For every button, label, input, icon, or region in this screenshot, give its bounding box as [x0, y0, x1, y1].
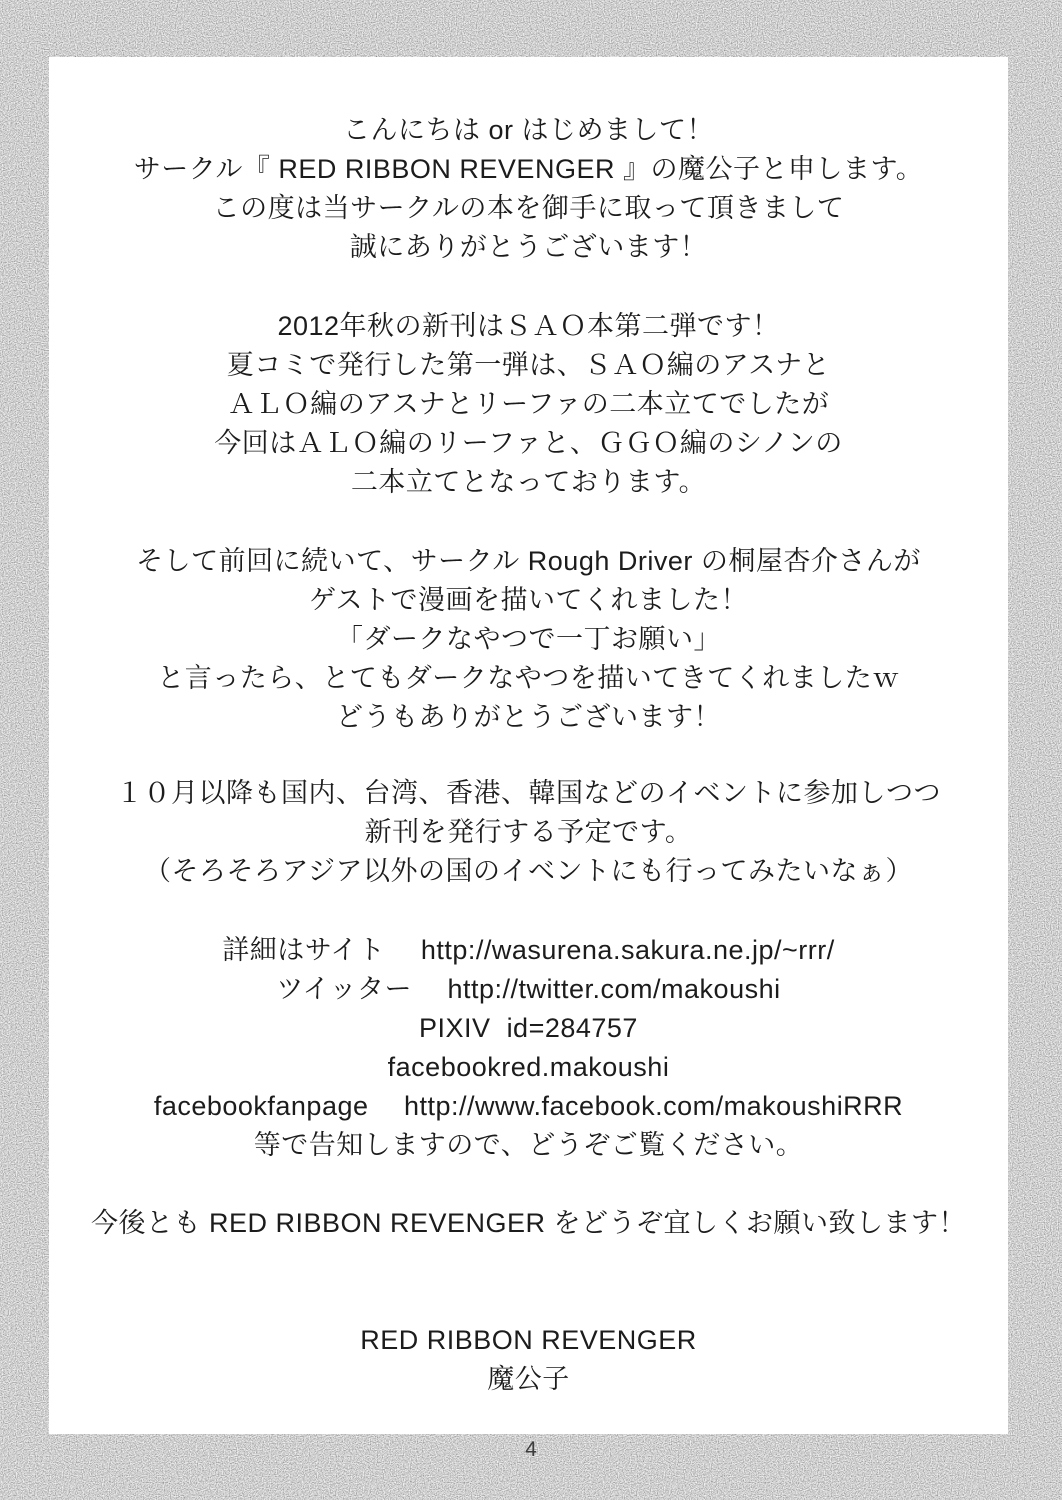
website-url-line: 詳細はサイト http://wasurena.sakura.ne.jp/~rrr/ [222, 935, 835, 965]
pixiv-id-line: PIXIV id=284757 [419, 1013, 638, 1043]
new-release-paragraph [49, 307, 1008, 502]
text-line: 新刊を発行する予定です。 [364, 817, 693, 847]
text-line: ゲストで漫画を描いてくれました！ [309, 585, 748, 615]
author-name: 魔公子 [487, 1364, 570, 1394]
signature [49, 1321, 1008, 1399]
text-line: そして前回に続いて、サークル Rough Driver の桐屋杏介さんが [136, 546, 921, 576]
text-line: と言ったら、とてもダークなやつを描いてきてくれましたｗ [157, 663, 900, 693]
text-line: サークル『 RED RIBBON REVENGER 』の魔公子と申します。 [133, 154, 924, 184]
twitter-url-line: ツイッター http://twitter.com/makoushi [276, 974, 781, 1004]
text-line: この度は当サークルの本を御手に取って頂きまして [212, 193, 845, 223]
greeting-paragraph [49, 111, 1008, 267]
guest-artist-paragraph [49, 542, 1008, 737]
circle-name: RED RIBBON REVENGER [360, 1325, 697, 1355]
text-line: 2012年秋の新刊はＳＡＯ本第二弾です！ [277, 311, 780, 341]
text-line: どうもありがとうございます！ [336, 702, 721, 732]
text-line: こんにちは or はじめまして！ [342, 115, 714, 145]
text-line: ＡＬＯ編のアスナとリーファの二本立てでしたが [227, 389, 830, 419]
text-line: 今後とも RED RIBBON REVENGER をどうぞ宜しくお願い致します！ [90, 1208, 967, 1238]
text-line: １０月以降も国内、台湾、香港、韓国などのイベントに参加しつつ [116, 778, 941, 808]
text-line: 二本立てとなっております。 [350, 467, 707, 497]
text-line: （そろそろアジア以外の国のイベントにも行ってみたいなぁ） [144, 856, 913, 886]
text-line: 今回はＡＬＯ編のリーファと、ＧＧＯ編のシノンの [214, 428, 843, 458]
text-line: 「ダークなやつで一丁お願い」 [336, 624, 721, 654]
links-paragraph [49, 931, 1008, 1165]
page-number: 4 [525, 1438, 537, 1461]
facebook-fanpage-url-line: facebookfanpage http://www.facebook.com/makoushiRRR [153, 1091, 904, 1121]
paper-page [49, 57, 1008, 1434]
events-paragraph [49, 774, 1008, 891]
closing-paragraph [49, 1204, 1008, 1243]
facebook-line: facebookred.makoushi [387, 1052, 670, 1082]
text-line: 夏コミで発行した第一弾は、ＳＡＯ編のアスナと [226, 350, 831, 380]
text-line: 誠にありがとうございます！ [349, 232, 708, 262]
text-line: 等で告知しますので、どうぞご覧ください。 [253, 1130, 804, 1160]
